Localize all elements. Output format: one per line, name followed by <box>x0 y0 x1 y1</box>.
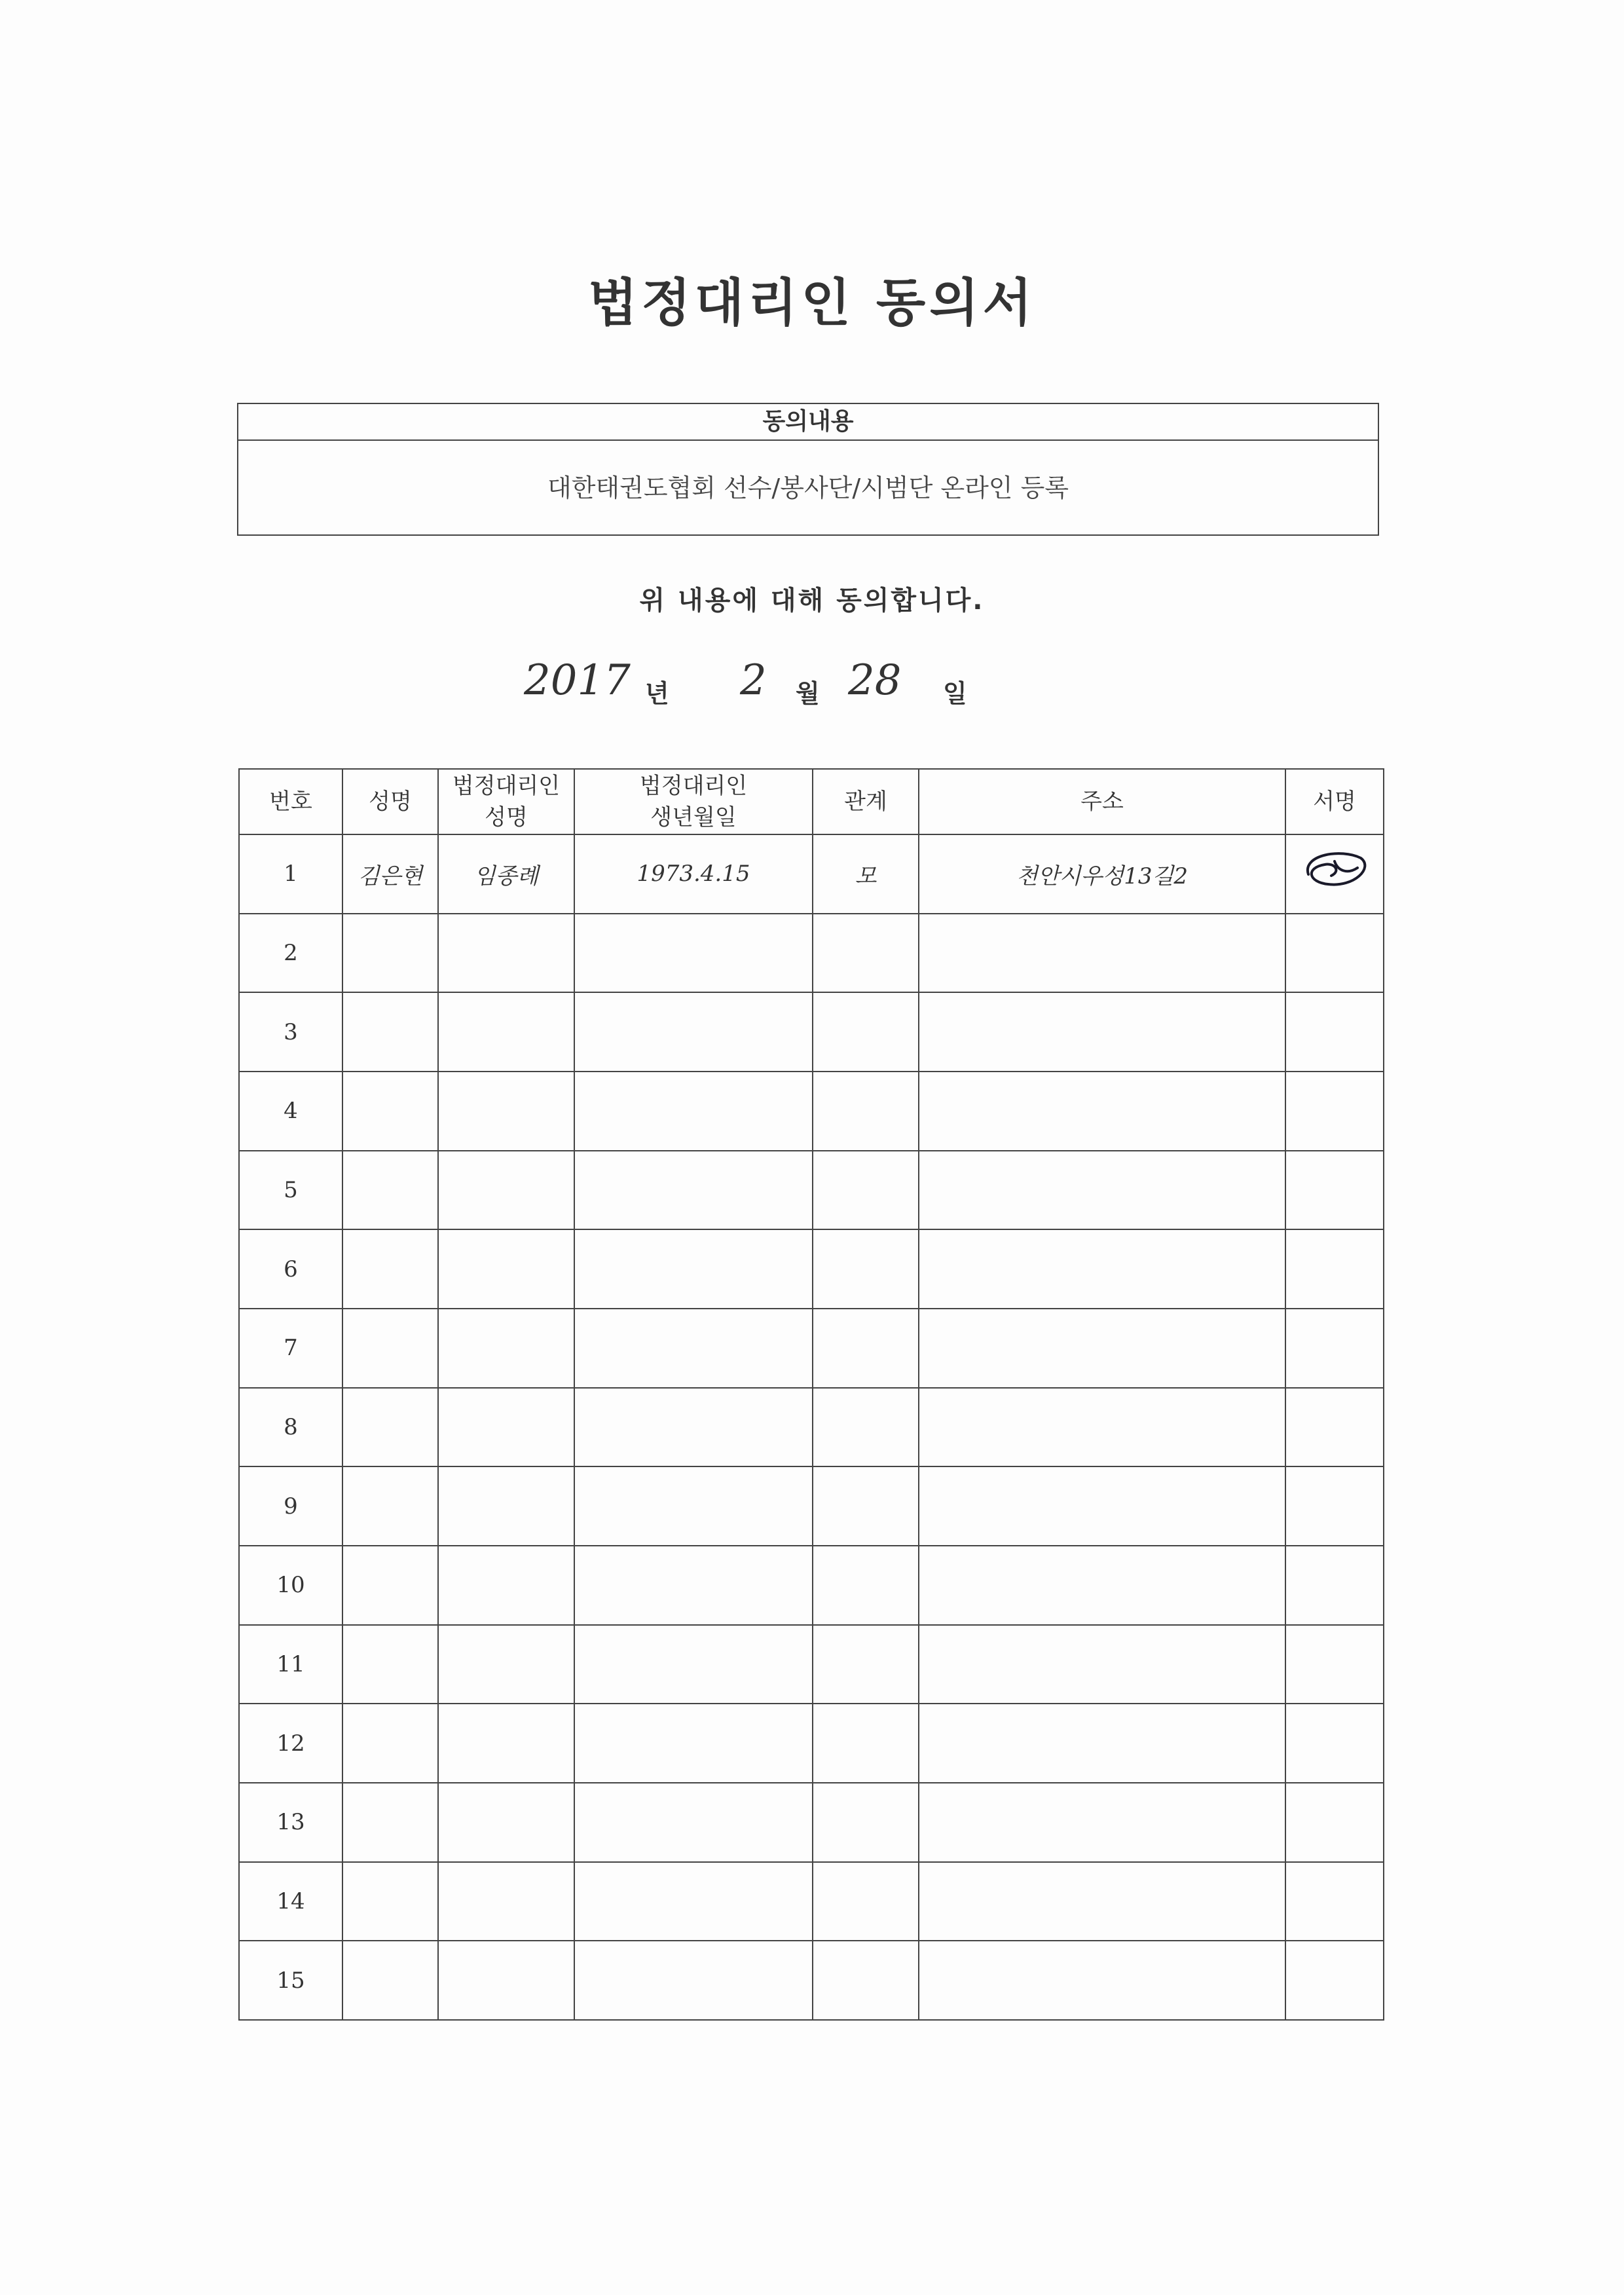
header-name: 성명 <box>342 769 438 834</box>
cell-relation[interactable] <box>813 1941 919 2020</box>
cell-signature[interactable] <box>1285 1309 1384 1388</box>
cell-address[interactable] <box>919 1309 1285 1388</box>
cell-signature[interactable] <box>1285 1546 1384 1625</box>
cell-name[interactable] <box>342 1625 438 1704</box>
cell-relation[interactable] <box>813 1466 919 1546</box>
cell-relation[interactable] <box>813 1388 919 1467</box>
cell-address[interactable] <box>919 1151 1285 1230</box>
page-title: 법정대리인 동의서 <box>588 274 1036 333</box>
cell-guardian-name[interactable] <box>438 914 574 993</box>
cell-guardian-birth[interactable] <box>574 1704 813 1783</box>
cell-address[interactable] <box>919 1862 1285 1941</box>
cell-relation[interactable] <box>813 1072 919 1151</box>
row-number: 1 <box>239 834 342 914</box>
cell-guardian-birth[interactable] <box>574 1466 813 1546</box>
cell-address[interactable]: 천안시우성13길2 <box>919 834 1285 914</box>
cell-relation[interactable] <box>813 1151 919 1230</box>
cell-address[interactable] <box>919 1072 1285 1151</box>
cell-name[interactable] <box>342 1704 438 1783</box>
cell-name[interactable]: 김은현 <box>342 834 438 914</box>
cell-guardian-name[interactable] <box>438 1388 574 1467</box>
cell-name[interactable] <box>342 1862 438 1941</box>
cell-guardian-name[interactable]: 임종례 <box>438 834 574 914</box>
date-day-label: 일 <box>943 679 967 708</box>
cell-name[interactable] <box>342 1072 438 1151</box>
row-number: 3 <box>239 992 342 1072</box>
cell-signature[interactable] <box>1285 1625 1384 1704</box>
cell-address[interactable] <box>919 1704 1285 1783</box>
row-number: 7 <box>239 1309 342 1388</box>
row-number: 12 <box>239 1704 342 1783</box>
cell-guardian-name[interactable] <box>438 1309 574 1388</box>
date-line <box>0 656 1624 714</box>
table-row <box>239 992 1384 1072</box>
consent-content-body: 대한태권도협회 선수/봉사단/시범단 온라인 등록 <box>547 474 1069 502</box>
cell-signature[interactable] <box>1285 1704 1384 1783</box>
table-row <box>239 1151 1384 1230</box>
cell-relation[interactable] <box>813 1704 919 1783</box>
cell-name[interactable] <box>342 1783 438 1862</box>
row-number: 5 <box>239 1151 342 1230</box>
table-row <box>239 1783 1384 1862</box>
cell-address[interactable] <box>919 1546 1285 1625</box>
cell-guardian-birth[interactable]: 1973.4.15 <box>574 834 813 914</box>
date-month-label: 월 <box>796 679 820 708</box>
cell-relation[interactable] <box>813 1546 919 1625</box>
cell-guardian-birth[interactable] <box>574 1072 813 1151</box>
row-number: 15 <box>239 1941 342 2020</box>
cell-guardian-name[interactable] <box>438 992 574 1072</box>
row-number: 2 <box>239 914 342 993</box>
cell-signature[interactable] <box>1285 1072 1384 1151</box>
cell-guardian-birth[interactable] <box>574 1941 813 2020</box>
cell-address[interactable] <box>919 1229 1285 1309</box>
cell-guardian-name[interactable] <box>438 1862 574 1941</box>
cell-guardian-birth[interactable] <box>574 1862 813 1941</box>
header-signature: 서명 <box>1285 769 1384 834</box>
header-number: 번호 <box>239 769 342 834</box>
cell-signature[interactable] <box>1285 1466 1384 1546</box>
cell-guardian-name[interactable] <box>438 1783 574 1862</box>
cell-relation[interactable]: 모 <box>813 834 919 914</box>
cell-guardian-birth[interactable] <box>574 992 813 1072</box>
cell-name[interactable] <box>342 1309 438 1388</box>
table-header-row <box>239 769 1384 834</box>
row-number: 11 <box>239 1625 342 1704</box>
table-row <box>239 1466 1384 1546</box>
cell-guardian-name[interactable] <box>438 1704 574 1783</box>
cell-signature[interactable] <box>1285 1151 1384 1230</box>
cell-relation[interactable] <box>813 1862 919 1941</box>
cell-signature[interactable] <box>1285 992 1384 1072</box>
cell-guardian-birth[interactable] <box>574 1229 813 1309</box>
cell-name[interactable] <box>342 992 438 1072</box>
table-row <box>239 1388 1384 1467</box>
cell-name[interactable] <box>342 914 438 993</box>
cell-guardian-birth[interactable] <box>574 1151 813 1230</box>
cell-guardian-birth[interactable] <box>574 1783 813 1862</box>
cell-signature[interactable] <box>1285 1229 1384 1309</box>
cell-signature[interactable] <box>1285 914 1384 993</box>
row-number: 6 <box>239 1229 342 1309</box>
row-number: 4 <box>239 1072 342 1151</box>
table-row <box>239 914 1384 993</box>
signature-table <box>238 768 1384 2021</box>
cell-name[interactable] <box>342 1229 438 1309</box>
cell-name[interactable] <box>342 1388 438 1467</box>
cell-signature[interactable] <box>1285 834 1384 914</box>
cell-address[interactable] <box>919 1941 1285 2020</box>
cell-address[interactable] <box>919 992 1285 1072</box>
cell-address[interactable] <box>919 1783 1285 1862</box>
row-number: 9 <box>239 1466 342 1546</box>
cell-signature[interactable] <box>1285 1862 1384 1941</box>
cell-guardian-name[interactable] <box>438 1229 574 1309</box>
consent-content-box <box>237 403 1379 536</box>
row-number: 14 <box>239 1862 342 1941</box>
cell-guardian-name[interactable] <box>438 1072 574 1151</box>
cell-guardian-birth[interactable] <box>574 1546 813 1625</box>
cell-guardian-birth[interactable] <box>574 914 813 993</box>
cell-name[interactable] <box>342 1151 438 1230</box>
cell-guardian-name[interactable] <box>438 1546 574 1625</box>
date-year-label: 년 <box>645 679 669 708</box>
cell-guardian-name[interactable] <box>438 1151 574 1230</box>
cell-address[interactable] <box>919 1466 1285 1546</box>
cell-signature[interactable] <box>1285 1388 1384 1467</box>
cell-guardian-name[interactable] <box>438 1466 574 1546</box>
consent-content-header: 동의내용 <box>238 404 1378 441</box>
cell-relation[interactable] <box>813 1625 919 1704</box>
cell-relation[interactable] <box>813 1309 919 1388</box>
table-row <box>239 1704 1384 1783</box>
row-number: 13 <box>239 1783 342 1862</box>
cell-guardian-name[interactable] <box>438 1941 574 2020</box>
table-row <box>239 1546 1384 1625</box>
date-day[interactable]: 28 <box>848 656 902 705</box>
cell-signature[interactable] <box>1285 1783 1384 1862</box>
cell-guardian-name[interactable] <box>438 1625 574 1704</box>
cell-relation[interactable] <box>813 992 919 1072</box>
cell-guardian-birth[interactable] <box>574 1625 813 1704</box>
table-row <box>239 1625 1384 1704</box>
row-number: 10 <box>239 1546 342 1625</box>
table-row <box>239 834 1384 914</box>
cell-relation[interactable] <box>813 914 919 993</box>
cell-signature[interactable] <box>1285 1941 1384 2020</box>
cell-guardian-birth[interactable] <box>574 1388 813 1467</box>
cell-relation[interactable] <box>813 1229 919 1309</box>
table-row <box>239 1309 1384 1388</box>
cell-name[interactable] <box>342 1466 438 1546</box>
header-relation: 관계 <box>813 769 919 834</box>
agreement-statement: 위 내용에 대해 동의합니다. <box>639 586 985 616</box>
cell-name[interactable] <box>342 1941 438 2020</box>
row-number: 8 <box>239 1388 342 1467</box>
cell-guardian-birth[interactable] <box>574 1309 813 1388</box>
cell-address[interactable] <box>919 1388 1285 1467</box>
cell-address[interactable] <box>919 1625 1285 1704</box>
table-row <box>239 1229 1384 1309</box>
date-year[interactable]: 2017 <box>524 656 631 705</box>
table-row <box>239 1862 1384 1941</box>
cell-address[interactable] <box>919 914 1285 993</box>
header-address: 주소 <box>919 769 1285 834</box>
cell-name[interactable] <box>342 1546 438 1625</box>
cell-relation[interactable] <box>813 1783 919 1862</box>
table-row <box>239 1941 1384 2020</box>
date-month[interactable]: 2 <box>740 656 767 705</box>
header-guardian-birth: 법정대리인 생년월일 <box>574 769 813 834</box>
header-guardian-name: 법정대리인 성명 <box>438 769 574 834</box>
signature-icon <box>1295 848 1374 894</box>
table-row <box>239 1072 1384 1151</box>
